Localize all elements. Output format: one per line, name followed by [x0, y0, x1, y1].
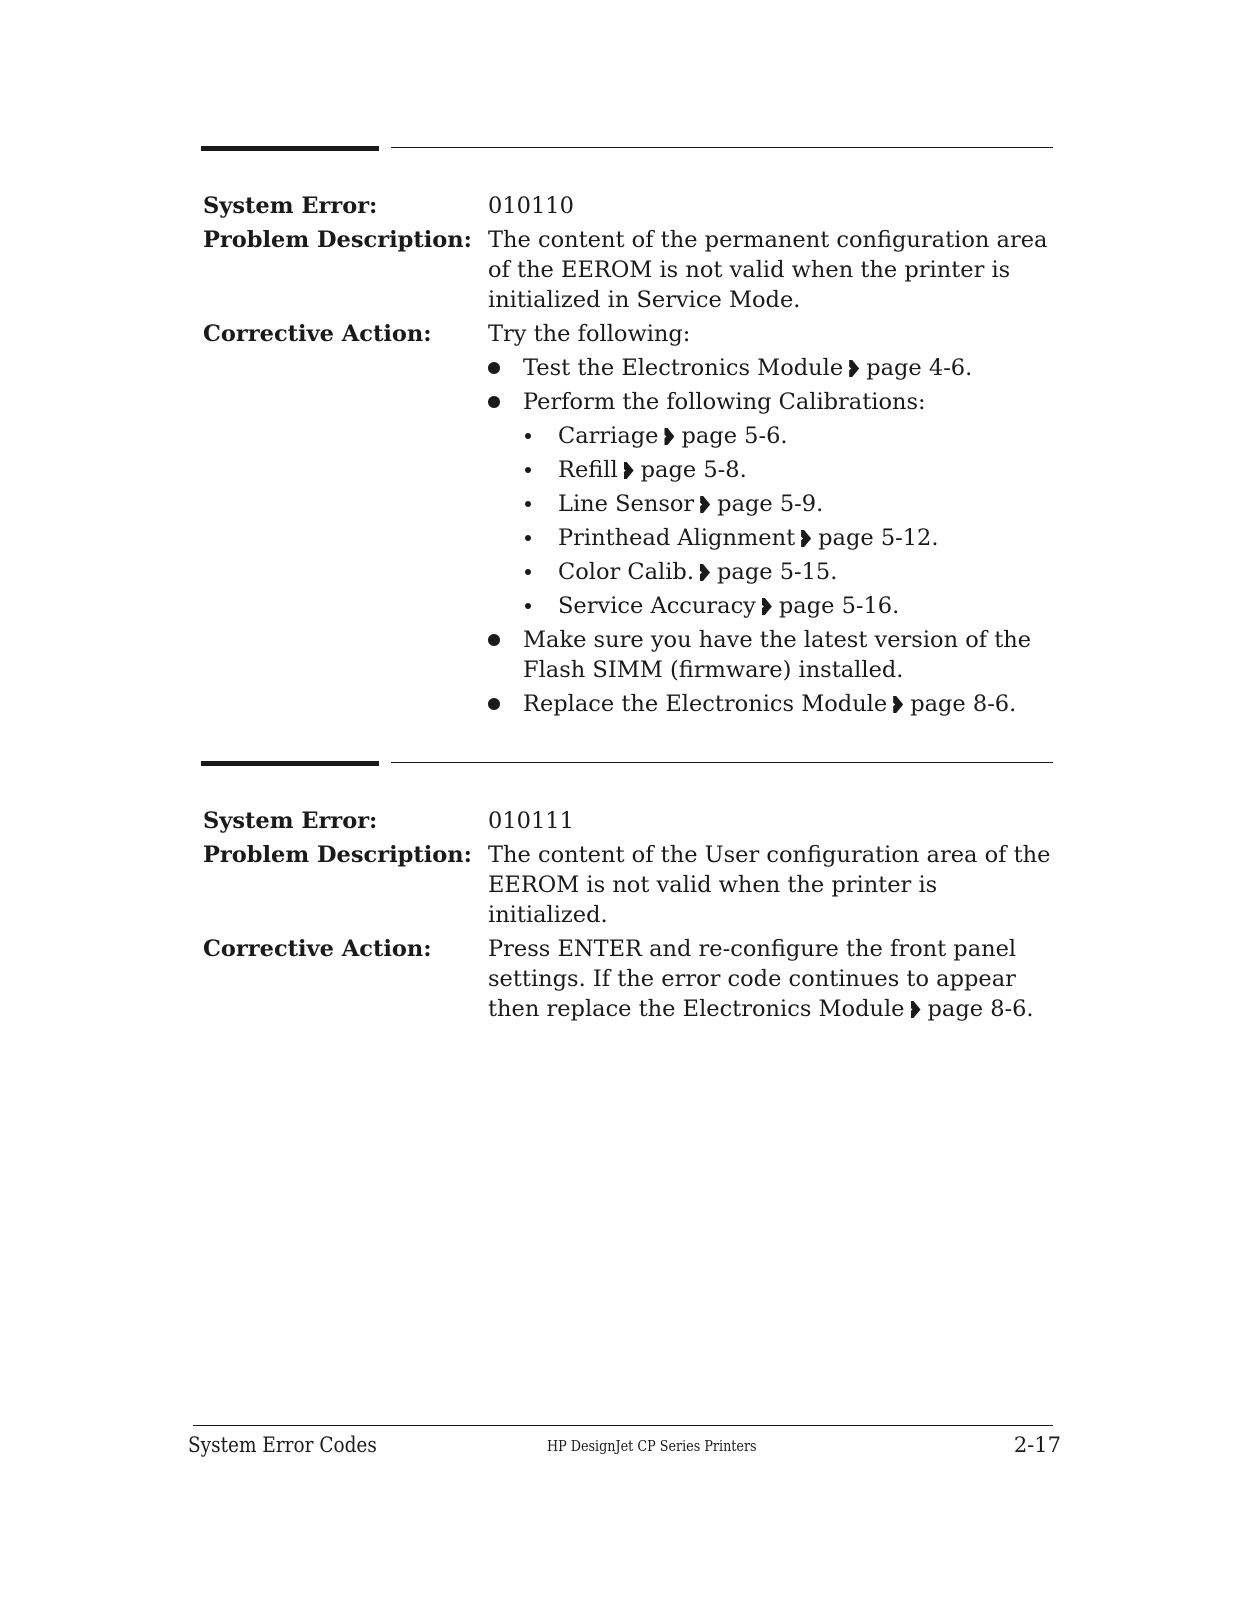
footer-chapter-title: System Error Codes — [188, 1433, 377, 1457]
page-reference: page 5-6. — [681, 423, 788, 449]
corrective-action-row — [203, 934, 1063, 1024]
page-reference: page 4-6. — [866, 355, 973, 381]
page-reference: page 8-6. — [910, 691, 1017, 717]
page-reference-arrow-icon — [700, 564, 710, 581]
page-reference-arrow-icon — [801, 530, 811, 547]
small-bullet-icon — [525, 467, 531, 473]
small-bullet-icon — [525, 433, 531, 439]
page-reference-arrow-icon — [762, 598, 772, 615]
system-error-code: 010110 — [488, 193, 574, 219]
page-reference-arrow-icon — [849, 360, 859, 377]
list-item — [488, 625, 1063, 685]
list-item-text: Replace the Electronics Module — [523, 691, 888, 717]
corrective-action-label: Corrective Action: — [203, 321, 432, 347]
list-item-text: Test the Electronics Module — [523, 355, 844, 381]
small-bullet-icon — [525, 569, 531, 575]
action-list — [488, 353, 1063, 719]
small-bullet-icon — [525, 603, 531, 609]
sub-list-item — [523, 421, 1063, 451]
corrective-action-intro: Try the following: — [488, 321, 691, 347]
page-reference: page 5-8. — [640, 457, 747, 483]
calibration-list — [523, 421, 1063, 621]
list-item — [488, 689, 1063, 719]
corrective-action-text: Press ENTER and re-configure the front panel settings. If the error code continues to appear then replace the Electronics Module — [488, 936, 1017, 1022]
bullet-icon — [488, 362, 500, 374]
section-rule-thick — [201, 146, 379, 151]
page-number: 2-17 — [1013, 1433, 1061, 1457]
problem-description-row — [203, 840, 1063, 930]
corrective-action-content — [488, 319, 1063, 723]
section-rule-thin — [391, 147, 1053, 148]
sub-list-item — [523, 455, 1063, 485]
system-error-label: System Error: — [203, 808, 378, 834]
error-section-010111 — [203, 806, 1063, 1024]
bullet-icon — [488, 634, 500, 646]
list-item-text: Make sure you have the latest version of the Flash SIMM (firmware) installed. — [523, 627, 1032, 683]
system-error-label: System Error: — [203, 193, 378, 219]
sub-item-text: Refill — [558, 457, 618, 483]
sub-list-item — [523, 557, 1063, 587]
page-reference-arrow-icon — [624, 462, 634, 479]
page-reference: page 5-15. — [717, 559, 838, 585]
page-reference: page 5-16. — [778, 593, 900, 619]
system-error-code: 010111 — [488, 808, 574, 834]
list-item — [488, 387, 1063, 621]
footer-rule — [193, 1425, 1053, 1426]
sub-item-text: Service Accuracy — [558, 593, 756, 619]
page-reference: page 5-9. — [717, 491, 824, 517]
problem-description-label: Problem Description: — [203, 842, 472, 868]
corrective-action-content — [488, 934, 1063, 1024]
sub-item-text: Carriage — [558, 423, 659, 449]
error-section-010110 — [203, 191, 1063, 723]
corrective-action-row — [203, 319, 1063, 723]
problem-description-text: The content of the User configuration area of the EEROM is not valid when the printer is initialized. — [488, 842, 1051, 928]
sub-item-text: Printhead Alignment — [558, 525, 796, 551]
corrective-action-label: Corrective Action: — [203, 936, 432, 962]
sub-list-item — [523, 523, 1063, 553]
page-reference-arrow-icon — [893, 696, 903, 713]
sub-list-item — [523, 489, 1063, 519]
list-item-text: Perform the following Calibrations: — [523, 389, 926, 415]
system-error-row — [203, 191, 1063, 221]
bullet-icon — [488, 396, 500, 408]
problem-description-label: Problem Description: — [203, 227, 472, 253]
small-bullet-icon — [525, 501, 531, 507]
list-item — [488, 353, 1063, 383]
small-bullet-icon — [525, 535, 531, 541]
bullet-icon — [488, 698, 500, 710]
page-reference-arrow-icon — [700, 496, 710, 513]
page-reference: page 5-12. — [818, 525, 939, 551]
page-reference-arrow-icon — [664, 428, 674, 445]
problem-description-text: The content of the permanent configuration area of the EEROM is not valid when the printer is initialized in Service Mode. — [488, 227, 1048, 313]
problem-description-row — [203, 225, 1063, 315]
section-rule-thin — [391, 762, 1053, 763]
sub-item-text: Line Sensor — [558, 491, 695, 517]
sub-item-text: Color Calib. — [558, 559, 694, 585]
section-rule-thick — [201, 761, 379, 766]
page-reference-arrow-icon — [911, 1001, 921, 1018]
footer-product-name: HP DesignJet CP Series Printers — [547, 1437, 757, 1455]
sub-list-item — [523, 591, 1063, 621]
page-reference: page 8-6. — [927, 996, 1034, 1022]
system-error-row — [203, 806, 1063, 836]
